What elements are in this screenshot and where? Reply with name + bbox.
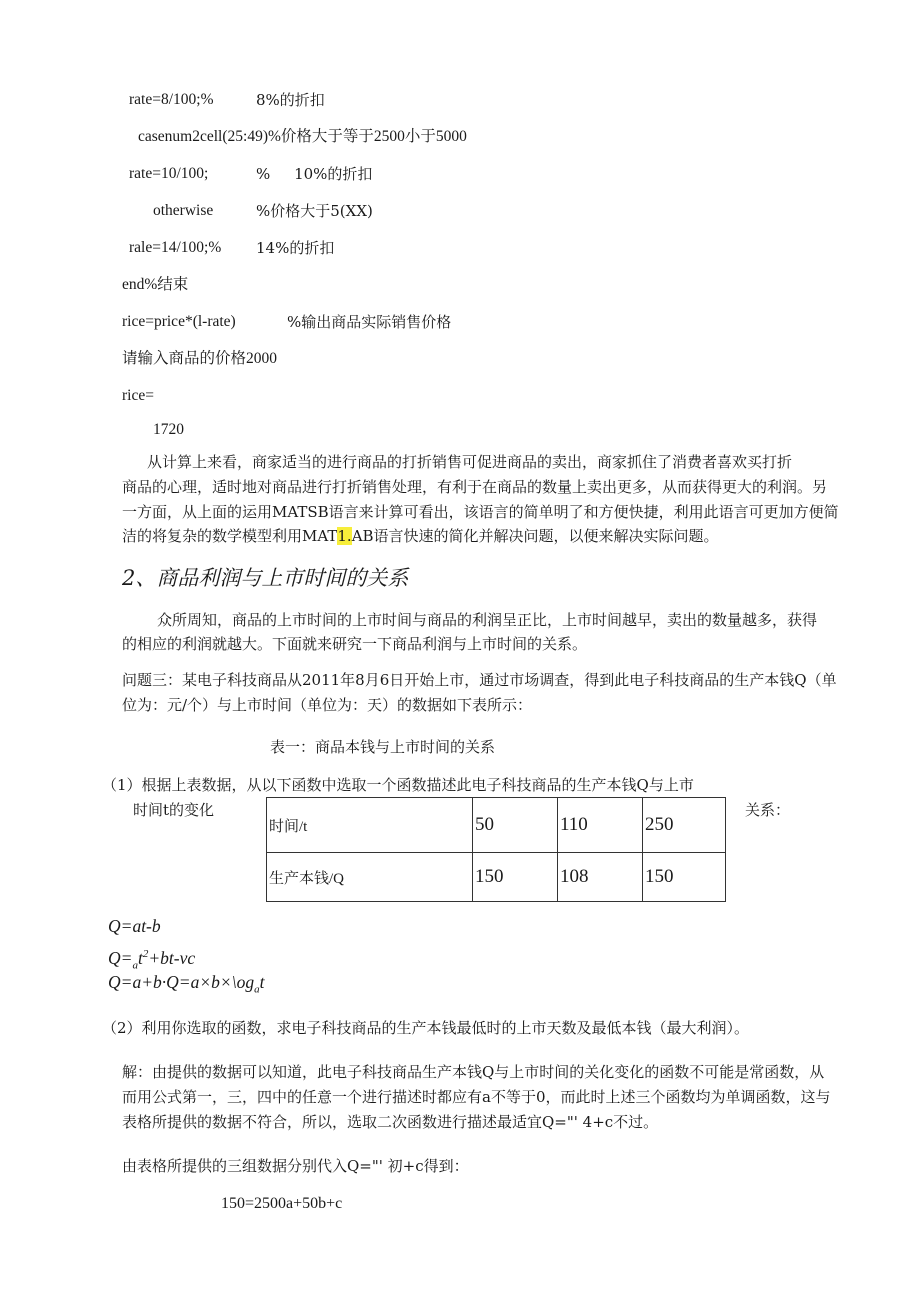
paragraph-line: 从计算上来看，商家适当的进行商品的打折销售可促进商品的卖出，商家抓住了消费者喜欢买打折 <box>147 453 793 471</box>
problem-line: 问题三：某电子科技商品从2011年8月6日开始上市，通过市场调查，得到此电子科技商品的生产本钱Q（单 <box>122 671 837 689</box>
formula-subscript: a <box>132 959 138 972</box>
code-line <box>129 90 214 110</box>
section-heading: 2、商品利润与上市时间的关系 <box>122 566 409 590</box>
table-caption: 表一：商品本钱与上市时间的关系 <box>270 738 496 756</box>
code-comment: 14%的折扣 <box>256 239 335 257</box>
question-tail: 关系： <box>745 801 791 819</box>
paragraph-line: 的相应的利润就越大。下面就来研究一下商品利润与上市时间的关系。 <box>122 635 588 653</box>
code-comment: %输出商品实际销售价格 <box>287 313 452 331</box>
paragraph-line: 商品的心理，适时地对商品进行打折销售处理，有利于在商品的数量上卖出更多，从而获得更大的利润。另 <box>122 478 828 496</box>
formula: Q=at-b <box>108 916 161 936</box>
code-comment: %价格大于5(XX) <box>256 202 373 220</box>
table-row <box>267 798 726 853</box>
table-cell: 时间/t <box>267 798 473 853</box>
table-cell: 生产本钱/Q <box>267 853 473 902</box>
formula <box>108 971 264 1001</box>
question-line: （2）利用你选取的函数，求电子科技商品的生产本钱最低时的上市天数及最低本钱（最大利润）。 <box>102 1019 750 1037</box>
code-output: 请输入商品的价格2000 <box>122 350 278 367</box>
paragraph-line <box>122 526 719 546</box>
table-cell: 150 <box>473 853 558 902</box>
formula-part: t <box>137 947 143 968</box>
paragraph-text: 洁的将复杂的数学模型利用MAT <box>122 527 338 545</box>
equation: 150=2500a+50b+c <box>221 1195 343 1212</box>
formula-superscript: 2 <box>142 948 149 960</box>
solution-line: 解：由提供的数据可以知道，此电子科技商品生产本钱Q与上市时间的关化变化的函数不可能是常函数，从 <box>122 1063 825 1081</box>
formula-part: t <box>259 972 265 992</box>
code-comment: 8%的折扣 <box>256 91 325 109</box>
paragraph-text: AB语言快速的简化并解决问题，以便来解决实际问题。 <box>351 527 719 545</box>
solution-line: 表格所提供的数据不符合，所以，选取二次函数进行描述最适宜Q="' 4+c不过。 <box>122 1113 659 1131</box>
problem-line: 位为：元/个）与上市时间（单位为：天）的数据如下表所示： <box>122 696 533 714</box>
table-cell: 150 <box>643 853 726 902</box>
highlighted-text: 1. <box>337 527 352 545</box>
table-cell: 50 <box>473 798 558 853</box>
code-output: 1720 <box>153 421 184 438</box>
data-table <box>266 797 726 902</box>
table-cell: 110 <box>558 798 643 853</box>
code-line: otherwise <box>153 202 214 219</box>
question-line: 时间t的变化 <box>133 801 215 819</box>
solution-line: 由表格所提供的三组数据分别代入Q="' 初+c得到： <box>122 1157 469 1175</box>
formula-part: +bt-vc <box>148 947 196 968</box>
formula-part: Q=a+b <box>108 972 162 992</box>
formula-part: ·Q=a×b×\og <box>161 972 255 992</box>
code-line: rate=10/100; <box>129 165 209 182</box>
question-line: （1）根据上表数据，从以下函数中选取一个函数描述此电子科技商品的生产本钱Q与上市 <box>102 776 694 794</box>
table-cell: 250 <box>643 798 726 853</box>
code-text: rate=8/100;% <box>129 91 214 108</box>
solution-line: 而用公式第一，三，四中的任意一个进行描述时都应有a不等于0，而此时上述三个函数均为单调函数，这与 <box>122 1088 831 1106</box>
code-line: rale=14/100;% <box>129 239 222 256</box>
paragraph-line: 众所周知，商品的上市时间的上市时间与商品的利润呈正比，上市时间越早，卖出的数量越多，获得 <box>157 611 818 629</box>
code-line: end%结束 <box>122 276 189 293</box>
formula-subscript: a <box>254 983 260 996</box>
table-cell: 108 <box>558 853 643 902</box>
table-row <box>267 853 726 902</box>
code-line: rice=price*(l-rate) <box>122 313 236 330</box>
code-output: rice= <box>122 387 154 404</box>
formula-part: Q= <box>108 947 133 968</box>
code-line: casenum2cell(25:49)%价格大于等于2500小于5000 <box>138 128 467 145</box>
paragraph-line: 一方面，从上面的运用MATSB语言来计算可看出，该语言的简单明了和方便快捷，利用此语言可更加方便简 <box>122 503 839 521</box>
code-comment: % 10%的折扣 <box>256 165 373 183</box>
